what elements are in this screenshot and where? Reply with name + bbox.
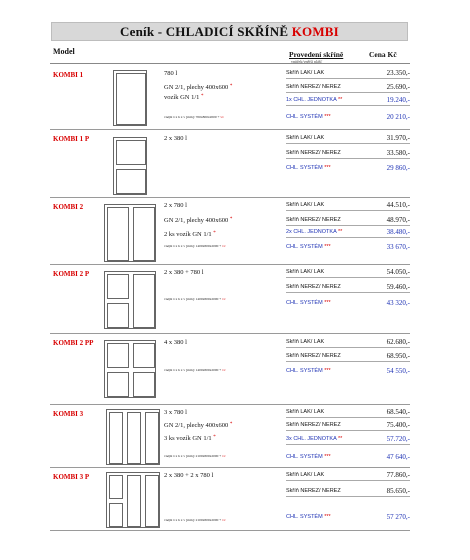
section-divider <box>50 197 410 198</box>
product-section <box>50 199 410 265</box>
option-label: Skříň LAK/ LAK <box>286 70 325 76</box>
dimensions-suffix: vv <box>222 368 226 372</box>
option-label: Skříň NEREZ/ NEREZ <box>286 422 341 428</box>
option-price: 68.950,- <box>386 352 410 360</box>
description-line: 2 ks vozík GN 1/1 * <box>164 231 216 238</box>
option-marker: *** <box>324 165 331 171</box>
option-marker: *** <box>324 244 331 250</box>
option-divider <box>286 78 410 79</box>
option-label: Skříň LAK/ LAK <box>286 339 325 345</box>
option-divider <box>286 347 410 348</box>
option-price: 62.680,- <box>386 338 410 346</box>
dimensions-suffix: vv <box>222 244 226 248</box>
option-divider <box>286 143 410 144</box>
option-marker: ** <box>337 229 343 235</box>
option-divider <box>286 430 410 431</box>
cabinet-door <box>109 412 123 464</box>
cabinet-drawing <box>104 204 156 262</box>
cabinet-door <box>116 169 146 194</box>
dimensions-text: vnější š x h x v [mm]: 2100x800x2000 + vv <box>164 454 226 458</box>
option-price: 25.690,- <box>386 83 410 91</box>
cabinet-door <box>107 207 129 261</box>
header-divider <box>50 63 410 64</box>
dimensions-text: vnější š x h x v [mm]: 700x800x2000 + vv <box>164 115 224 119</box>
option-label: Skříň NEREZ/ NEREZ <box>286 488 341 494</box>
option-label: Skříň LAK/ LAK <box>286 409 325 415</box>
cabinet-door <box>107 303 129 328</box>
option-label: CHL. SYSTÉM *** <box>286 368 331 374</box>
product-section <box>50 406 410 468</box>
product-section <box>50 67 410 130</box>
cabinet-door <box>145 475 159 527</box>
description-line: 2 x 380 + 780 l <box>164 269 204 276</box>
option-price: 54.050,- <box>386 268 410 276</box>
dimensions-text: vnější š x h x v [mm]: 1400x800x2000 + vv <box>164 297 226 301</box>
option-divider <box>286 277 410 278</box>
cabinet-door <box>107 372 129 397</box>
option-price: 59.460,- <box>386 283 410 291</box>
option-label: Skříň NEREZ/ NEREZ <box>286 84 341 90</box>
description-line: 2 x 380 l <box>164 135 187 142</box>
description-line: 780 l <box>164 70 178 77</box>
option-divider <box>286 158 410 159</box>
dimensions-suffix: vv <box>222 297 226 301</box>
option-price: 19.240,- <box>386 96 410 104</box>
model-name[interactable]: KOMBI 3 <box>53 410 84 418</box>
cabinet-door <box>133 372 155 397</box>
option-marker: *** <box>324 114 331 120</box>
option-label: CHL. SYSTÉM *** <box>286 300 331 306</box>
option-price: 85.650,- <box>386 487 410 495</box>
option-divider <box>286 417 410 418</box>
option-label: CHL. SYSTÉM *** <box>286 244 331 250</box>
description-line: 3 ks vozík GN 1/1 * <box>164 435 216 442</box>
option-label: CHL. SYSTÉM *** <box>286 114 331 120</box>
cabinet-drawing <box>104 340 156 398</box>
cabinet-drawing <box>106 409 160 465</box>
description-line: 2 x 380 + 2 x 780 l <box>164 472 214 479</box>
option-marker: *** <box>324 300 331 306</box>
product-section <box>50 131 410 198</box>
option-label: Skříň LAK/ LAK <box>286 135 325 141</box>
description-line: vozík GN 1/1 * <box>164 94 204 101</box>
description-line: GN 2/1, plechy 400x600 * <box>164 422 233 429</box>
option-divider <box>286 92 410 93</box>
description-line: 3 x 780 l <box>164 409 187 416</box>
dimensions-suffix: vv <box>222 518 226 522</box>
option-label: 2x CHL. JEDNOTKA ** <box>286 229 343 235</box>
cabinet-door <box>127 475 141 527</box>
option-price: 43 320,- <box>386 299 410 307</box>
section-divider <box>50 530 410 531</box>
dimensions-suffix: vv <box>222 454 226 458</box>
column-header-provedeni-sub: vnitřek/vnější plášť <box>291 59 323 64</box>
option-label: CHL. SYSTÉM *** <box>286 165 331 171</box>
option-divider <box>286 292 410 293</box>
description-line: 4 x 380 l <box>164 339 187 346</box>
option-price: 75.400,- <box>386 421 410 429</box>
option-price: 47 640,- <box>386 453 410 461</box>
option-label: CHL. SYSTÉM *** <box>286 514 331 520</box>
option-divider <box>286 105 410 106</box>
cabinet-door <box>127 412 141 464</box>
description-line: GN 2/1, plechy 400x600 * <box>164 217 233 224</box>
model-name[interactable]: KOMBI 1 P <box>53 135 90 143</box>
page-title <box>51 22 408 41</box>
option-label: Skříň LAK/ LAK <box>286 269 325 275</box>
section-divider <box>50 333 410 334</box>
cabinet-door <box>109 503 123 527</box>
column-header-provedeni: Provedení skříně <box>289 50 344 59</box>
description-line: 2 x 780 l <box>164 202 187 209</box>
option-label: Skříň NEREZ/ NEREZ <box>286 150 341 156</box>
asterisk-marker: * <box>229 84 233 89</box>
model-name[interactable]: KOMBI 2 P <box>53 270 90 278</box>
option-marker: *** <box>324 368 331 374</box>
option-marker: ** <box>337 436 343 442</box>
option-label: 1x CHL. JEDNOTKA ** <box>286 97 343 103</box>
option-price: 77.860,- <box>386 471 410 479</box>
cabinet-drawing <box>104 271 156 329</box>
cabinet-drawing <box>113 137 147 195</box>
description-line: GN 2/1, plechy 400x600 * <box>164 84 233 91</box>
option-divider <box>286 480 410 481</box>
option-price: 29 860,- <box>386 164 410 172</box>
option-divider <box>286 496 410 497</box>
product-section <box>50 469 410 531</box>
product-section <box>50 335 410 405</box>
cabinet-door <box>133 343 155 368</box>
option-marker: *** <box>324 514 331 520</box>
section-divider <box>50 404 410 405</box>
model-name[interactable]: KOMBI 3 P <box>53 473 90 481</box>
cabinet-door <box>133 207 155 261</box>
option-label: Skříň LAK/ LAK <box>286 472 325 478</box>
cabinet-door <box>107 274 129 299</box>
section-divider <box>50 264 410 265</box>
option-divider <box>286 361 410 362</box>
option-price: 57.720,- <box>386 435 410 443</box>
asterisk-marker: * <box>229 217 233 222</box>
product-section <box>50 266 410 334</box>
column-header-price: Cena Kč <box>369 50 397 59</box>
cabinet-door <box>116 73 146 125</box>
model-name[interactable]: KOMBI 2 PP <box>53 339 94 347</box>
dimensions-text: vnější š x h x v [mm]: 1400x800x2000 + vv <box>164 368 226 372</box>
option-label: Skříň LAK/ LAK <box>286 202 325 208</box>
option-price: 68.540,- <box>386 408 410 416</box>
cabinet-door <box>145 412 159 464</box>
title-accent: KOMBI <box>291 24 339 39</box>
option-label: 3x CHL. JEDNOTKA ** <box>286 436 343 442</box>
option-price: 23.350,- <box>386 69 410 77</box>
cabinet-drawing <box>106 472 160 528</box>
column-header-model: Model <box>53 47 75 56</box>
section-divider <box>50 129 410 130</box>
cabinet-door <box>109 475 123 499</box>
asterisk-marker: * <box>201 94 204 99</box>
option-price: 20 210,- <box>386 113 410 121</box>
option-price: 33 670,- <box>386 243 410 251</box>
option-divider <box>286 225 410 226</box>
section-divider <box>50 467 410 468</box>
option-divider <box>286 210 410 211</box>
dimensions-text: vnější š x h x v [mm]: 2100x800x2000 + vv <box>164 518 226 522</box>
option-price: 54 550,- <box>386 367 410 375</box>
asterisk-marker: * <box>229 422 233 427</box>
model-name[interactable]: KOMBI 1 <box>53 71 84 79</box>
option-price: 44.510,- <box>386 201 410 209</box>
option-price: 57 270,- <box>386 513 410 521</box>
title-main: Ceník - CHLADICÍ SKŘÍNĚ <box>120 24 289 39</box>
option-divider <box>286 444 410 445</box>
cabinet-drawing <box>113 70 147 126</box>
cabinet-door <box>107 343 129 368</box>
option-price: 33.580,- <box>386 149 410 157</box>
option-price: 38.480,- <box>386 228 410 236</box>
option-price: 31.970,- <box>386 134 410 142</box>
dimensions-text: vnější š x h x v [mm]: 1400x800x2000 + vv <box>164 244 226 248</box>
cabinet-door <box>133 274 155 328</box>
option-divider <box>286 237 410 238</box>
asterisk-marker: * <box>213 231 216 236</box>
option-marker: ** <box>337 97 343 103</box>
option-label: Skříň NEREZ/ NEREZ <box>286 284 341 290</box>
dimensions-suffix: vv <box>220 115 224 119</box>
option-price: 48.970,- <box>386 216 410 224</box>
asterisk-marker: * <box>213 435 216 440</box>
cabinet-door <box>116 140 146 165</box>
option-marker: *** <box>324 454 331 460</box>
option-label: Skříň NEREZ/ NEREZ <box>286 353 341 359</box>
option-label: Skříň NEREZ/ NEREZ <box>286 217 341 223</box>
option-label: CHL. SYSTÉM *** <box>286 454 331 460</box>
model-name[interactable]: KOMBI 2 <box>53 203 84 211</box>
